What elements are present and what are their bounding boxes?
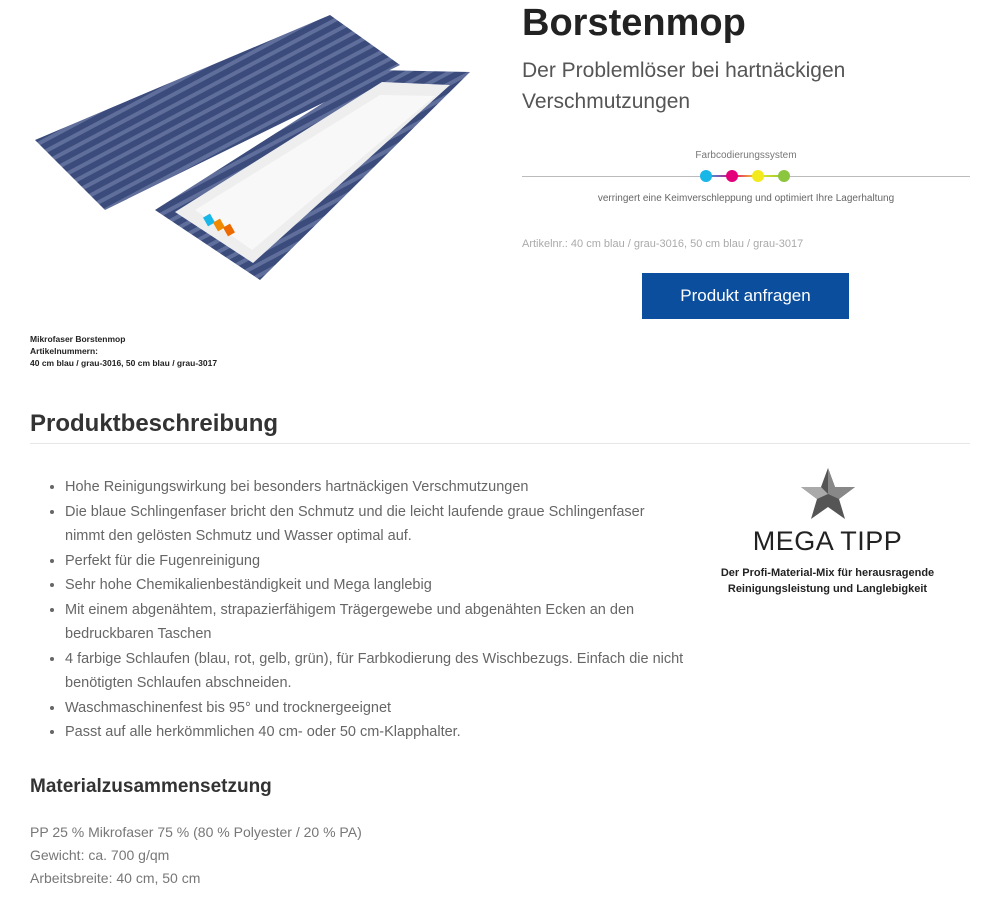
caption-line: Artikelnummern: bbox=[30, 346, 99, 356]
feature-item: • Sehr hohe Chemikalienbeständigkeit und Mega langlebig bbox=[65, 573, 685, 598]
feature-item: • Waschmaschinenfest bis 95° und trocknergeeignet bbox=[65, 696, 685, 721]
page-title: Borstenmop bbox=[522, 2, 746, 44]
material-info bbox=[30, 821, 362, 890]
caption-line: Mikrofaser Borstenmop bbox=[30, 334, 126, 344]
feature-item: • Mit einem abgenähtem, strapazierfähigem Trägergewebe und abgenähten Ecken an den bedruckbaren Taschen bbox=[65, 598, 685, 647]
mega-tipp-text bbox=[690, 565, 965, 597]
color-dot-green bbox=[778, 170, 790, 182]
mega-tipp-badge bbox=[690, 466, 965, 597]
feature-item: • Passt auf alle herkömmlichen 40 cm- oder 50 cm-Klapphalter. bbox=[65, 720, 685, 745]
feature-list bbox=[48, 475, 685, 745]
article-numbers: Artikelnr.: 40 cm blau / grau-3016, 50 cm blau / grau-3017 bbox=[522, 238, 804, 250]
feature-item: • Hohe Reinigungswirkung bei besonders hartnäckigen Verschmutzungen bbox=[65, 475, 685, 500]
page-subtitle: Der Problemlöser bei hartnäckigen Verschmutzungen bbox=[522, 59, 846, 113]
star-icon bbox=[798, 466, 858, 524]
material-line: Arbeitsbreite: 40 cm, 50 cm bbox=[30, 870, 201, 886]
mega-tipp-text-line: Reinigungsleistung und Langlebigkeit bbox=[727, 583, 928, 595]
description-heading: Produktbeschreibung bbox=[30, 410, 279, 437]
feature-item: • Perfekt für die Fugenreinigung bbox=[65, 549, 685, 574]
caption-line: 40 cm blau / grau-3016, 50 cm blau / grau-3017 bbox=[30, 358, 218, 368]
feature-item: • 4 farbige Schlaufen (blau, rot, gelb, grün), für Farbkodierung des Wischbezugs. Einfach die nicht benötigten Schlaufen abschneiden. bbox=[65, 647, 685, 696]
mega-tipp-text-line: Der Profi-Material-Mix für herausragende bbox=[720, 567, 935, 579]
material-line: PP 25 % Mikrofaser 75 % (80 % Polyester / 20 % PA) bbox=[30, 824, 362, 840]
color-dot-magenta bbox=[726, 170, 738, 182]
product-caption bbox=[30, 333, 217, 369]
color-system-note: verringert eine Keimverschleppung und optimiert Ihre Lagerhaltung bbox=[597, 193, 895, 204]
feature-item: • Die blaue Schlingenfaser bricht den Schmutz und die leicht laufende graue Schlingenfaser nimmt den gelösten Schmutz und Wasser optimal auf. bbox=[65, 500, 685, 549]
color-dot-yellow bbox=[752, 170, 764, 182]
request-product-button[interactable]: Produkt anfragen bbox=[642, 273, 849, 319]
material-line: Gewicht: ca. 700 g/qm bbox=[30, 847, 170, 863]
mega-tipp-title: MEGA TIPP bbox=[752, 526, 903, 556]
color-dot-cyan bbox=[700, 170, 712, 182]
material-heading: Materialzusammensetzung bbox=[30, 776, 272, 797]
section-divider bbox=[30, 443, 970, 444]
product-image bbox=[30, 10, 475, 285]
color-system-label: Farbcodierungssystem bbox=[695, 150, 797, 161]
